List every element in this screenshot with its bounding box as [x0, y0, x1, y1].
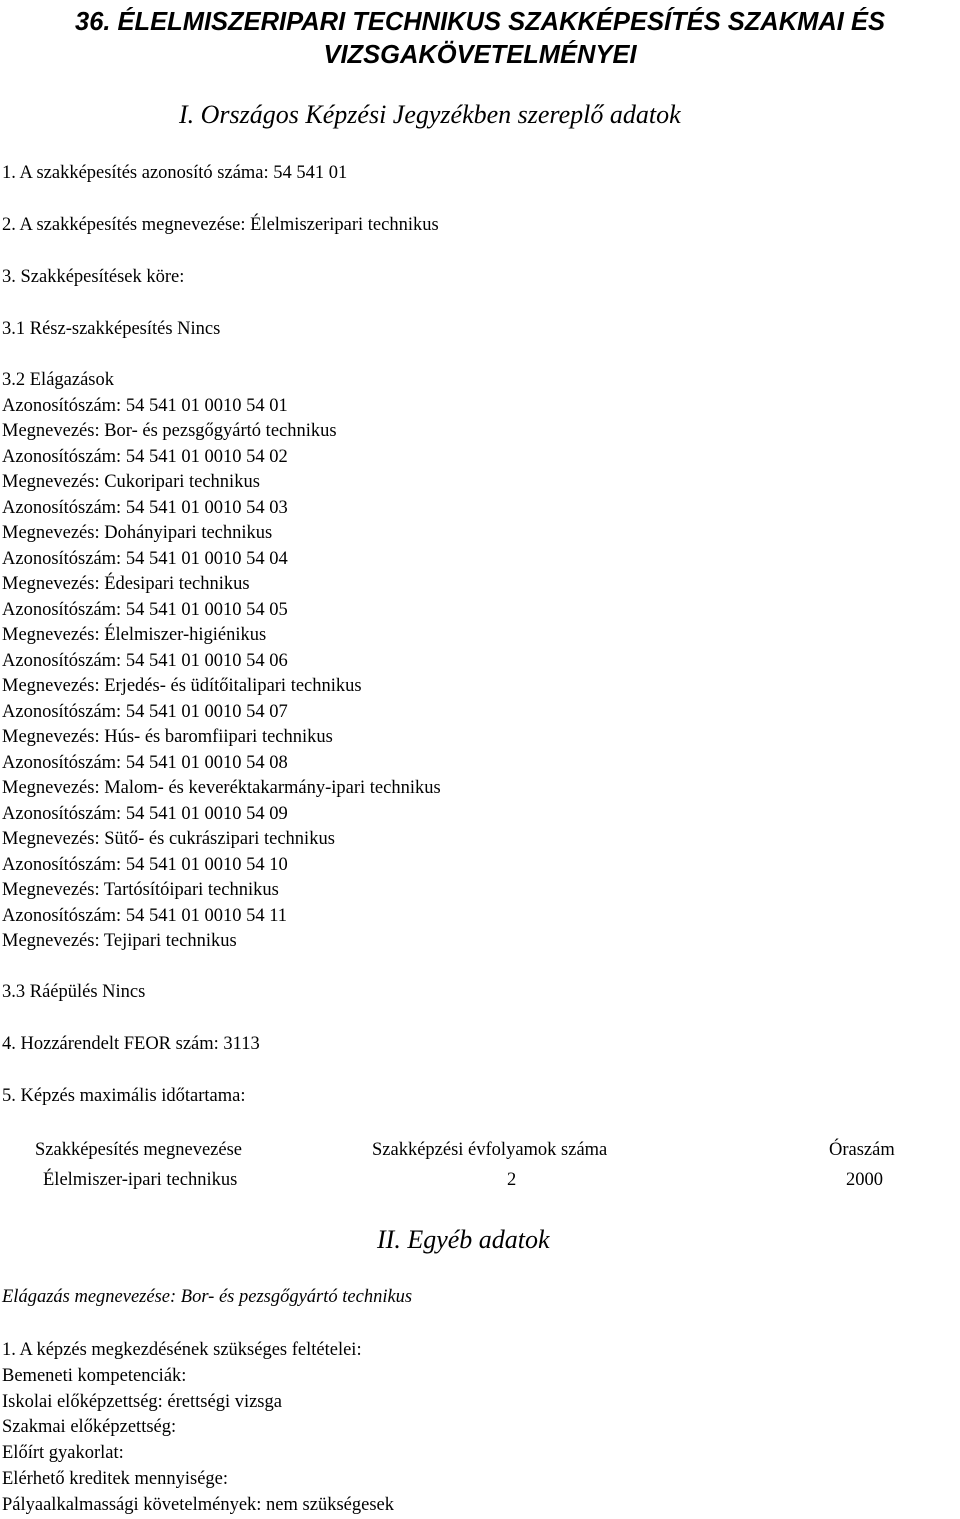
qualification-id: 1. A szakképesítés azonosító száma: 54 541 01: [2, 163, 348, 183]
requirement-line: Szakmai előképzettség:: [2, 1417, 177, 1438]
branch-id: Azonosítószám: 54 541 01 0010 54 02: [2, 446, 288, 467]
branch-name: Megnevezés: Élelmiszer-higiénikus: [2, 625, 267, 645]
branch-name: Megnevezés: Tartósítóipari technikus: [2, 880, 279, 900]
section-1-heading: I. Országos Képzési Jegyzékben szereplő adatok: [179, 100, 681, 129]
requirement-line: Előírt gyakorlat:: [2, 1443, 124, 1464]
requirement-line: Elérhető kreditek mennyisége:: [2, 1468, 229, 1489]
branch-id: Azonosítószám: 54 541 01 0010 54 01: [2, 395, 288, 416]
branch-name: Megnevezés: Hús- és baromfiipari technikus: [2, 727, 333, 747]
document-title-line-2: VIZSGAKÖVETELMÉNYEI: [323, 41, 637, 69]
requirement-line: Bemeneti kompetenciák:: [2, 1365, 187, 1386]
branch-name: Megnevezés: Sütő- és cukrászipari technikus: [2, 829, 335, 849]
qualification-name: 2. A szakképesítés megnevezése: Élelmiszeripari technikus: [2, 215, 439, 235]
branch-id: Azonosítószám: 54 541 01 0010 54 05: [2, 599, 288, 620]
branches-heading: 3.2 Elágazások: [2, 370, 114, 390]
branch-name: Megnevezés: Erjedés- és üdítőitalipari technikus: [2, 676, 362, 696]
training-duration: 5. Képzés maximális időtartama:: [2, 1086, 246, 1106]
branch-id: Azonosítószám: 54 541 01 0010 54 08: [2, 752, 288, 773]
add-on-qualification: 3.3 Ráépülés Nincs: [2, 982, 146, 1002]
branch-label: Elágazás megnevezése: Bor- és pezsgőgyártó technikus: [2, 1287, 413, 1307]
table-header-grades: Szakképzési évfolyamok száma: [372, 1140, 608, 1160]
branch-name: Megnevezés: Malom- és keveréktakarmány-ipari technikus: [2, 778, 441, 798]
requirement-line: 1. A képzés megkezdésének szükséges feltételei:: [2, 1340, 362, 1360]
table-header-hours: Óraszám: [829, 1140, 895, 1160]
branch-id: Azonosítószám: 54 541 01 0010 54 03: [2, 497, 288, 518]
requirement-line: Pályaalkalmassági követelmények: nem szükségesek: [2, 1494, 394, 1515]
branch-id: Azonosítószám: 54 541 01 0010 54 10: [2, 854, 288, 875]
partial-qualification: 3.1 Rész-szakképesítés Nincs: [2, 319, 221, 339]
branch-id: Azonosítószám: 54 541 01 0010 54 09: [2, 803, 288, 824]
feor-number: 4. Hozzárendelt FEOR szám: 3113: [2, 1034, 260, 1054]
branch-id: Azonosítószám: 54 541 01 0010 54 11: [2, 905, 288, 926]
branch-name: Megnevezés: Édesipari technikus: [2, 574, 250, 594]
table-cell-grades: 2: [507, 1170, 517, 1190]
table-cell-qualification: Élelmiszer-ipari technikus: [43, 1170, 238, 1190]
table-header-qualification: Szakképesítés megnevezése: [35, 1140, 243, 1160]
branch-name: Megnevezés: Cukoripari technikus: [2, 472, 260, 492]
branch-id: Azonosítószám: 54 541 01 0010 54 07: [2, 701, 288, 722]
branch-name: Megnevezés: Dohányipari technikus: [2, 523, 273, 543]
table-cell-hours: 2000: [846, 1170, 883, 1190]
section-2-heading: II. Egyéb adatok: [377, 1225, 550, 1254]
requirement-line: Iskolai előképzettség: érettségi vizsga: [2, 1391, 282, 1412]
document-title-line-1: 36. ÉLELMISZERIPARI TECHNIKUS SZAKKÉPESÍTÉS SZAKMAI ÉS: [75, 8, 885, 36]
branch-name: Megnevezés: Tejipari technikus: [2, 931, 237, 951]
branch-id: Azonosítószám: 54 541 01 0010 54 04: [2, 548, 288, 569]
document-title: [0, 6, 960, 72]
branch-name: Megnevezés: Bor- és pezsgőgyártó technikus: [2, 421, 337, 441]
entry-requirements: [2, 1338, 394, 1519]
qualification-scope: 3. Szakképesítések köre:: [2, 267, 185, 287]
branches-list: [2, 368, 441, 955]
branch-id: Azonosítószám: 54 541 01 0010 54 06: [2, 650, 288, 671]
